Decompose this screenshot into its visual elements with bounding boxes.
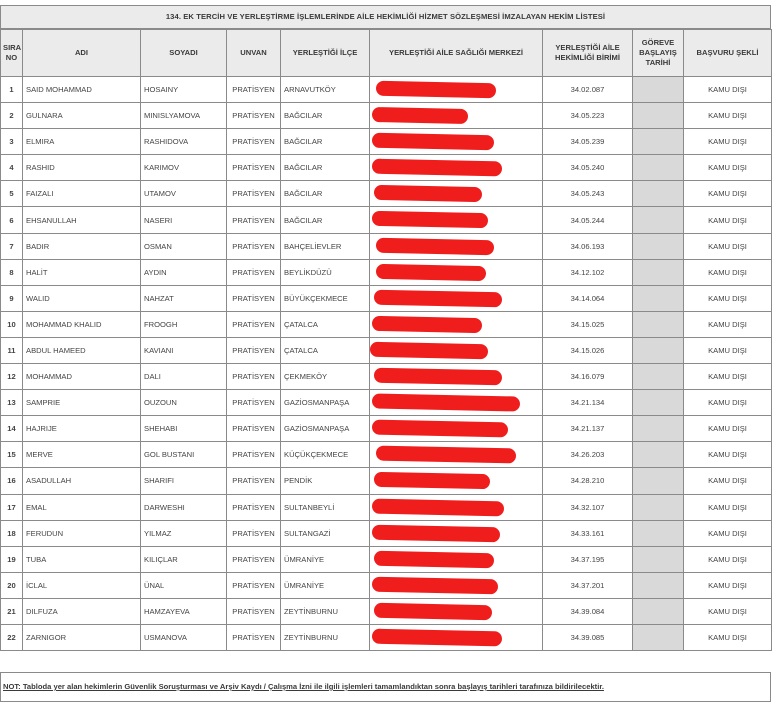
cell-district: ÇEKMEKÖY: [281, 364, 370, 390]
cell-start-date: [633, 494, 684, 520]
cell-first-name: ZARNIGOR: [23, 624, 141, 650]
table-row: [1, 598, 772, 624]
cell-health-center-redacted: [370, 416, 543, 442]
column-header-tarih: GÖREVE BAŞLAYIŞ TARİHİ: [633, 30, 684, 77]
cell-application-type: KAMU DIŞI: [684, 259, 772, 285]
cell-first-name: ABDUL HAMEED: [23, 337, 141, 363]
cell-title: PRATİSYEN: [227, 311, 281, 337]
table-row: [1, 364, 772, 390]
cell-first-name: SAID MOHAMMAD: [23, 77, 141, 103]
cell-health-center-redacted: [370, 442, 543, 468]
cell-start-date: [633, 181, 684, 207]
cell-first-name: EMAL: [23, 494, 141, 520]
cell-health-center-redacted: [370, 572, 543, 598]
cell-district: BAĞCILAR: [281, 129, 370, 155]
cell-application-type: KAMU DIŞI: [684, 285, 772, 311]
cell-application-type: KAMU DIŞI: [684, 390, 772, 416]
redaction-mark: [376, 237, 494, 254]
cell-last-name: SHEHABI: [141, 416, 227, 442]
cell-last-name: YILMAZ: [141, 520, 227, 546]
document-title: 134. EK TERCİH VE YERLEŞTİRME İŞLEMLERİNDE AİLE HEKİMLİĞİ HİZMET SÖZLEŞMESİ İMZALAYAN HEKİM LİSTESİ: [0, 5, 771, 29]
redaction-mark: [372, 211, 488, 228]
cell-unit-code: 34.05.240: [543, 155, 633, 181]
table-header: [1, 30, 772, 77]
column-header-soyadi: SOYADI: [141, 30, 227, 77]
cell-start-date: [633, 285, 684, 311]
cell-last-name: NASERI: [141, 207, 227, 233]
cell-health-center-redacted: [370, 181, 543, 207]
redaction-mark: [372, 420, 508, 438]
cell-district: BAĞCILAR: [281, 181, 370, 207]
cell-first-name: FERUDUN: [23, 520, 141, 546]
cell-row-number: 13: [1, 390, 23, 416]
cell-unit-code: 34.06.193: [543, 233, 633, 259]
cell-district: BAĞCILAR: [281, 207, 370, 233]
cell-unit-code: 34.33.161: [543, 520, 633, 546]
footnote: [0, 672, 771, 702]
cell-first-name: BADIR: [23, 233, 141, 259]
redaction-mark: [376, 446, 516, 464]
cell-first-name: FAIZALI: [23, 181, 141, 207]
cell-health-center-redacted: [370, 77, 543, 103]
cell-row-number: 22: [1, 624, 23, 650]
cell-health-center-redacted: [370, 207, 543, 233]
cell-start-date: [633, 129, 684, 155]
cell-row-number: 4: [1, 155, 23, 181]
cell-row-number: 18: [1, 520, 23, 546]
cell-health-center-redacted: [370, 233, 543, 259]
cell-start-date: [633, 364, 684, 390]
cell-application-type: KAMU DIŞI: [684, 598, 772, 624]
cell-start-date: [633, 468, 684, 494]
column-header-sekil: BAŞVURU ŞEKLİ: [684, 30, 772, 77]
cell-first-name: EHSANULLAH: [23, 207, 141, 233]
cell-start-date: [633, 77, 684, 103]
cell-start-date: [633, 259, 684, 285]
cell-health-center-redacted: [370, 520, 543, 546]
cell-application-type: KAMU DIŞI: [684, 311, 772, 337]
cell-last-name: NAHZAT: [141, 285, 227, 311]
cell-unit-code: 34.05.243: [543, 181, 633, 207]
cell-district: SULTANBEYLİ: [281, 494, 370, 520]
cell-first-name: WALID: [23, 285, 141, 311]
cell-row-number: 10: [1, 311, 23, 337]
cell-row-number: 2: [1, 103, 23, 129]
cell-health-center-redacted: [370, 285, 543, 311]
table-body: [1, 77, 772, 651]
cell-district: SULTANGAZİ: [281, 520, 370, 546]
column-header-birim: YERLEŞTİĞİ AİLE HEKİMLİĞİ BİRİMİ: [543, 30, 633, 77]
cell-application-type: KAMU DIŞI: [684, 572, 772, 598]
redaction-mark: [370, 342, 488, 359]
cell-row-number: 20: [1, 572, 23, 598]
cell-unit-code: 34.39.085: [543, 624, 633, 650]
cell-row-number: 3: [1, 129, 23, 155]
cell-last-name: DALI: [141, 364, 227, 390]
cell-row-number: 16: [1, 468, 23, 494]
redaction-mark: [374, 472, 490, 489]
redaction-mark: [372, 107, 468, 124]
cell-application-type: KAMU DIŞI: [684, 77, 772, 103]
table-row: [1, 155, 772, 181]
cell-unit-code: 34.12.102: [543, 259, 633, 285]
redaction-mark: [372, 316, 482, 333]
cell-health-center-redacted: [370, 259, 543, 285]
footnote-text: NOT: Tabloda yer alan hekimlerin Güvenlik Soruşturması ve Arşiv Kaydı / Çalışma İzni ile ilgili işlemleri tamamlandıktan sonra başlayış tarihleri tarafınıza bildirilecektir.: [3, 682, 604, 691]
cell-title: PRATİSYEN: [227, 442, 281, 468]
table-row: [1, 416, 772, 442]
cell-application-type: KAMU DIŞI: [684, 155, 772, 181]
cell-last-name: AYDIN: [141, 259, 227, 285]
cell-first-name: HALİT: [23, 259, 141, 285]
redaction-mark: [372, 524, 500, 542]
cell-application-type: KAMU DIŞI: [684, 103, 772, 129]
redaction-mark: [374, 185, 482, 202]
cell-district: BAĞCILAR: [281, 155, 370, 181]
cell-application-type: KAMU DIŞI: [684, 233, 772, 259]
cell-application-type: KAMU DIŞI: [684, 129, 772, 155]
cell-first-name: MOHAMMAD KHALID: [23, 311, 141, 337]
cell-row-number: 7: [1, 233, 23, 259]
cell-district: ÇATALCA: [281, 311, 370, 337]
cell-unit-code: 34.02.087: [543, 77, 633, 103]
cell-first-name: SAMPRIE: [23, 390, 141, 416]
redaction-mark: [372, 159, 502, 177]
cell-last-name: DARWESHI: [141, 494, 227, 520]
cell-application-type: KAMU DIŞI: [684, 624, 772, 650]
cell-unit-code: 34.05.239: [543, 129, 633, 155]
cell-district: ÜMRANİYE: [281, 572, 370, 598]
cell-last-name: OUZOUN: [141, 390, 227, 416]
cell-health-center-redacted: [370, 364, 543, 390]
table-row: [1, 494, 772, 520]
cell-first-name: HAJRIJE: [23, 416, 141, 442]
table-row: [1, 520, 772, 546]
cell-row-number: 5: [1, 181, 23, 207]
cell-first-name: TUBA: [23, 546, 141, 572]
cell-first-name: DILFUZA: [23, 598, 141, 624]
cell-district: ZEYTİNBURNU: [281, 598, 370, 624]
cell-last-name: SHARIFI: [141, 468, 227, 494]
cell-title: PRATİSYEN: [227, 520, 281, 546]
cell-unit-code: 34.16.079: [543, 364, 633, 390]
cell-row-number: 11: [1, 337, 23, 363]
cell-unit-code: 34.14.064: [543, 285, 633, 311]
cell-health-center-redacted: [370, 311, 543, 337]
redaction-mark: [376, 81, 496, 99]
cell-last-name: KARIMOV: [141, 155, 227, 181]
cell-application-type: KAMU DIŞI: [684, 494, 772, 520]
cell-unit-code: 34.39.084: [543, 598, 633, 624]
cell-health-center-redacted: [370, 546, 543, 572]
cell-health-center-redacted: [370, 129, 543, 155]
cell-health-center-redacted: [370, 494, 543, 520]
cell-title: PRATİSYEN: [227, 77, 281, 103]
cell-start-date: [633, 624, 684, 650]
cell-health-center-redacted: [370, 624, 543, 650]
cell-row-number: 12: [1, 364, 23, 390]
cell-title: PRATİSYEN: [227, 285, 281, 311]
cell-title: PRATİSYEN: [227, 155, 281, 181]
cell-start-date: [633, 572, 684, 598]
cell-unit-code: 34.37.201: [543, 572, 633, 598]
cell-start-date: [633, 155, 684, 181]
redaction-mark: [372, 498, 504, 516]
cell-row-number: 6: [1, 207, 23, 233]
cell-unit-code: 34.28.210: [543, 468, 633, 494]
cell-district: BEYLİKDÜZÜ: [281, 259, 370, 285]
cell-first-name: ELMIRA: [23, 129, 141, 155]
cell-title: PRATİSYEN: [227, 624, 281, 650]
cell-district: ZEYTİNBURNU: [281, 624, 370, 650]
cell-unit-code: 34.05.244: [543, 207, 633, 233]
cell-health-center-redacted: [370, 155, 543, 181]
cell-unit-code: 34.15.025: [543, 311, 633, 337]
cell-application-type: KAMU DIŞI: [684, 468, 772, 494]
cell-title: PRATİSYEN: [227, 207, 281, 233]
cell-first-name: MOHAMMAD: [23, 364, 141, 390]
table-row: [1, 442, 772, 468]
cell-row-number: 9: [1, 285, 23, 311]
cell-start-date: [633, 207, 684, 233]
cell-district: BAĞCILAR: [281, 103, 370, 129]
redaction-mark: [372, 576, 498, 594]
cell-health-center-redacted: [370, 598, 543, 624]
cell-title: PRATİSYEN: [227, 233, 281, 259]
redaction-mark: [376, 264, 486, 281]
cell-title: PRATİSYEN: [227, 337, 281, 363]
table-row: [1, 572, 772, 598]
cell-unit-code: 34.05.223: [543, 103, 633, 129]
cell-last-name: ÜNAL: [141, 572, 227, 598]
cell-unit-code: 34.21.137: [543, 416, 633, 442]
cell-start-date: [633, 233, 684, 259]
redaction-mark: [374, 603, 492, 620]
column-header-ilce: YERLEŞTİĞİ İLÇE: [281, 30, 370, 77]
table-row: [1, 624, 772, 650]
cell-title: PRATİSYEN: [227, 546, 281, 572]
redaction-mark: [372, 394, 520, 412]
cell-title: PRATİSYEN: [227, 390, 281, 416]
table-row: [1, 311, 772, 337]
table-row: [1, 103, 772, 129]
cell-row-number: 14: [1, 416, 23, 442]
cell-start-date: [633, 546, 684, 572]
column-header-unvan: UNVAN: [227, 30, 281, 77]
table-row: [1, 181, 772, 207]
cell-unit-code: 34.15.026: [543, 337, 633, 363]
table-row: [1, 468, 772, 494]
cell-first-name: RASHID: [23, 155, 141, 181]
column-header-merkez: YERLEŞTİĞİ AİLE SAĞLIĞI MERKEZİ: [370, 30, 543, 77]
table-row: [1, 259, 772, 285]
cell-row-number: 8: [1, 259, 23, 285]
cell-district: GAZİOSMANPAŞA: [281, 416, 370, 442]
cell-application-type: KAMU DIŞI: [684, 207, 772, 233]
column-header-adi: ADI: [23, 30, 141, 77]
cell-last-name: FROOGH: [141, 311, 227, 337]
cell-title: PRATİSYEN: [227, 103, 281, 129]
redaction-mark: [374, 550, 494, 568]
cell-title: PRATİSYEN: [227, 259, 281, 285]
cell-application-type: KAMU DIŞI: [684, 181, 772, 207]
cell-application-type: KAMU DIŞI: [684, 546, 772, 572]
cell-health-center-redacted: [370, 103, 543, 129]
table-row: [1, 207, 772, 233]
cell-title: PRATİSYEN: [227, 598, 281, 624]
cell-last-name: RASHIDOVA: [141, 129, 227, 155]
cell-start-date: [633, 103, 684, 129]
cell-start-date: [633, 311, 684, 337]
cell-start-date: [633, 598, 684, 624]
cell-row-number: 15: [1, 442, 23, 468]
physician-table: [0, 29, 772, 651]
cell-start-date: [633, 390, 684, 416]
cell-district: ÜMRANİYE: [281, 546, 370, 572]
cell-title: PRATİSYEN: [227, 572, 281, 598]
cell-start-date: [633, 337, 684, 363]
cell-unit-code: 34.37.195: [543, 546, 633, 572]
cell-health-center-redacted: [370, 337, 543, 363]
cell-row-number: 17: [1, 494, 23, 520]
redaction-mark: [374, 368, 502, 386]
cell-district: ÇATALCA: [281, 337, 370, 363]
cell-title: PRATİSYEN: [227, 364, 281, 390]
cell-unit-code: 34.21.134: [543, 390, 633, 416]
cell-title: PRATİSYEN: [227, 416, 281, 442]
cell-application-type: KAMU DIŞI: [684, 416, 772, 442]
cell-application-type: KAMU DIŞI: [684, 337, 772, 363]
table-row: [1, 77, 772, 103]
cell-district: BÜYÜKÇEKMECE: [281, 285, 370, 311]
column-header-sira-no: SIRA NO: [1, 30, 23, 77]
cell-district: KÜÇÜKÇEKMECE: [281, 442, 370, 468]
cell-first-name: MERVE: [23, 442, 141, 468]
cell-row-number: 21: [1, 598, 23, 624]
cell-first-name: GULNARA: [23, 103, 141, 129]
cell-unit-code: 34.32.107: [543, 494, 633, 520]
cell-district: GAZİOSMANPAŞA: [281, 390, 370, 416]
cell-district: BAHÇELİEVLER: [281, 233, 370, 259]
table-row: [1, 285, 772, 311]
table-row: [1, 337, 772, 363]
cell-row-number: 19: [1, 546, 23, 572]
redaction-mark: [374, 289, 502, 307]
cell-health-center-redacted: [370, 390, 543, 416]
cell-title: PRATİSYEN: [227, 494, 281, 520]
cell-title: PRATİSYEN: [227, 129, 281, 155]
redaction-mark: [372, 133, 494, 151]
cell-last-name: USMANOVA: [141, 624, 227, 650]
cell-row-number: 1: [1, 77, 23, 103]
cell-last-name: KAVIANI: [141, 337, 227, 363]
cell-last-name: KILIÇLAR: [141, 546, 227, 572]
cell-application-type: KAMU DIŞI: [684, 520, 772, 546]
cell-first-name: İCLAL: [23, 572, 141, 598]
table-row: [1, 390, 772, 416]
cell-last-name: OSMAN: [141, 233, 227, 259]
cell-start-date: [633, 520, 684, 546]
cell-start-date: [633, 442, 684, 468]
cell-last-name: MINISLYAMOVA: [141, 103, 227, 129]
cell-district: PENDİK: [281, 468, 370, 494]
cell-last-name: HOSAINY: [141, 77, 227, 103]
table-row: [1, 233, 772, 259]
cell-district: ARNAVUTKÖY: [281, 77, 370, 103]
cell-health-center-redacted: [370, 468, 543, 494]
cell-application-type: KAMU DIŞI: [684, 442, 772, 468]
table-row: [1, 546, 772, 572]
cell-last-name: HAMZAYEVA: [141, 598, 227, 624]
cell-title: PRATİSYEN: [227, 181, 281, 207]
redaction-mark: [372, 629, 502, 647]
cell-last-name: GOL BUSTANI: [141, 442, 227, 468]
cell-start-date: [633, 416, 684, 442]
cell-last-name: UTAMOV: [141, 181, 227, 207]
cell-unit-code: 34.26.203: [543, 442, 633, 468]
cell-application-type: KAMU DIŞI: [684, 364, 772, 390]
cell-title: PRATİSYEN: [227, 468, 281, 494]
table-row: [1, 129, 772, 155]
cell-first-name: ASADULLAH: [23, 468, 141, 494]
